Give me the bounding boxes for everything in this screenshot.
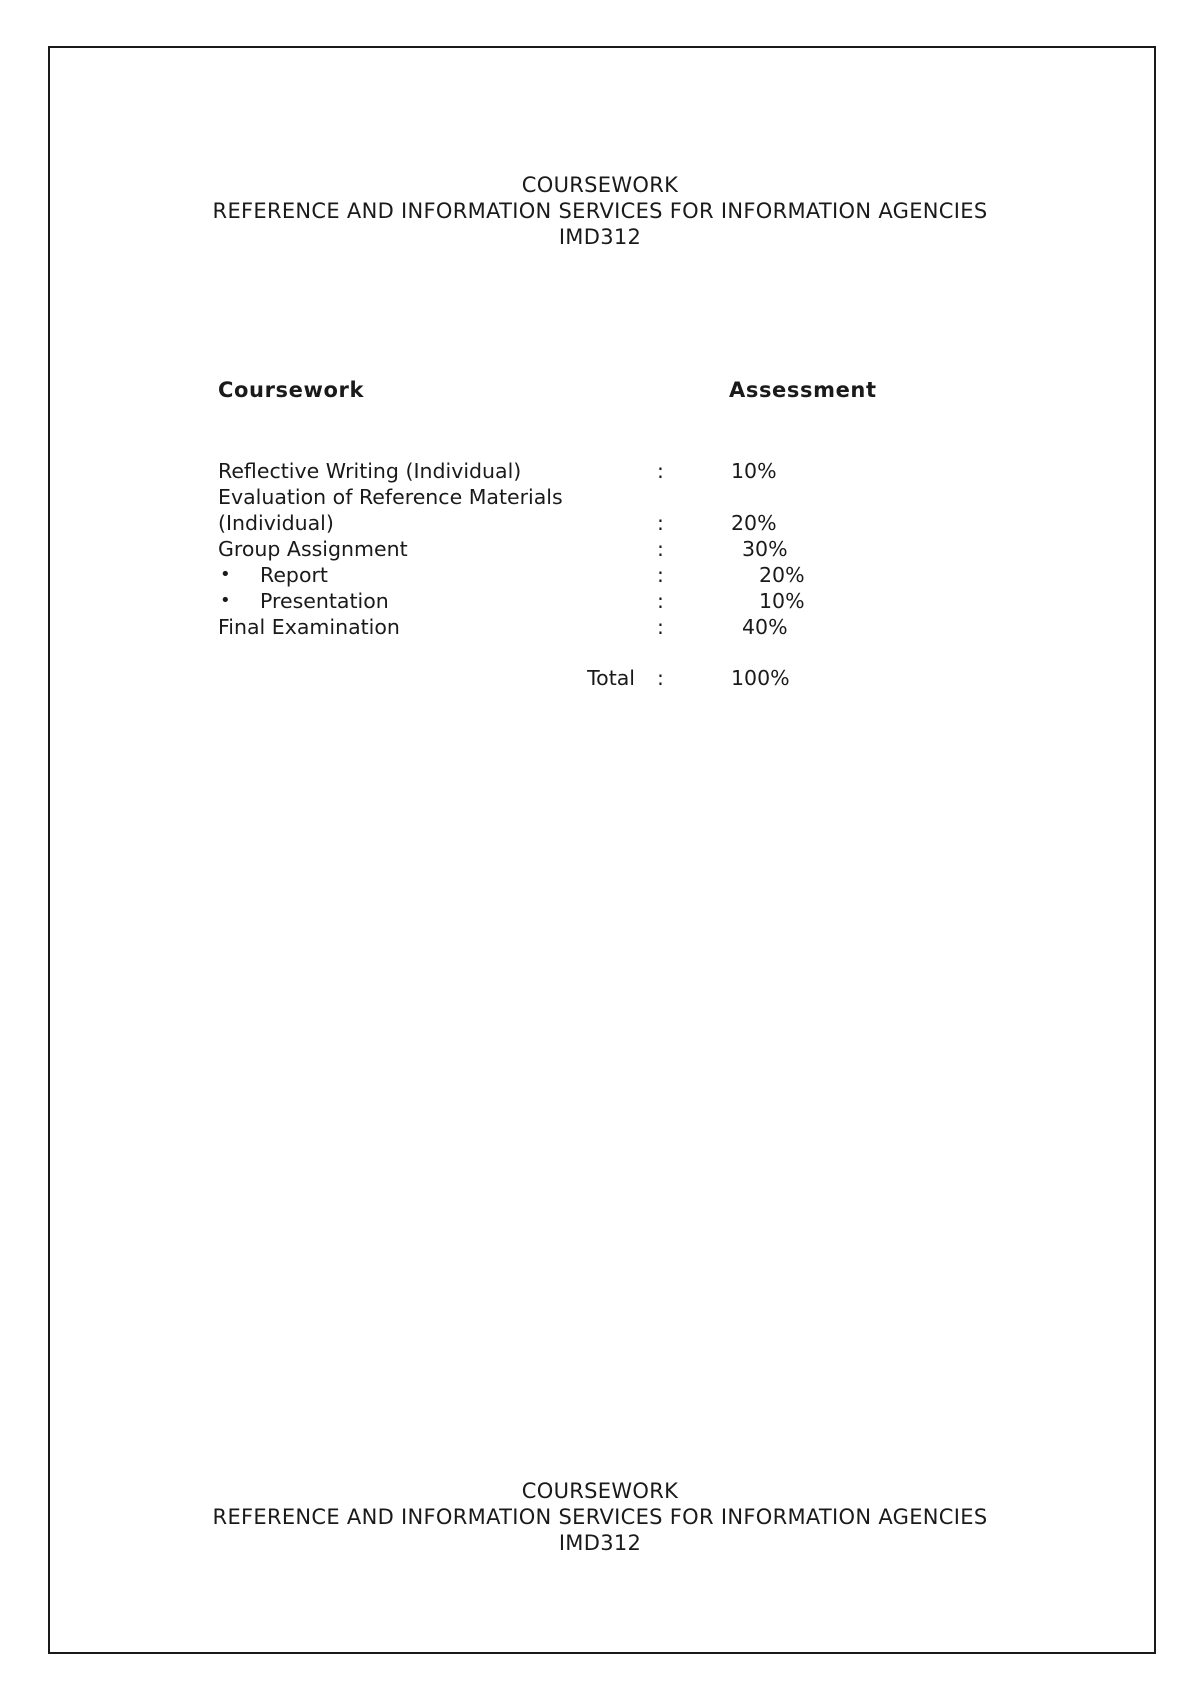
table-row — [0, 588, 1200, 614]
table-row — [0, 510, 1200, 536]
footer-coursework: COURSEWORK — [521, 1479, 679, 1503]
total-row — [0, 665, 1200, 691]
footer-course-code: IMD312 — [558, 1531, 642, 1555]
row-label: Final Examination — [218, 615, 400, 639]
row-separator: : — [657, 459, 664, 483]
footer-title — [0, 1478, 1200, 1556]
row-separator: : — [657, 666, 664, 690]
footer-course-name: REFERENCE AND INFORMATION SERVICES FOR INFORMATION AGENCIES — [212, 1505, 988, 1529]
row-label: (Individual) — [218, 511, 334, 535]
row-value: 20% — [731, 511, 777, 535]
title-course-code: IMD312 — [558, 225, 642, 249]
table-row — [0, 484, 1200, 510]
row-separator: : — [657, 589, 664, 613]
table-row — [0, 536, 1200, 562]
total-value: 100% — [731, 666, 790, 690]
row-value: 10% — [731, 459, 777, 483]
table-row — [0, 458, 1200, 484]
row-value: 40% — [742, 615, 788, 639]
row-separator: : — [657, 615, 664, 639]
bullet-icon: • — [220, 590, 231, 611]
table-row — [0, 614, 1200, 640]
row-label: Group Assignment — [218, 537, 408, 561]
row-value: 10% — [759, 589, 805, 613]
title-course-name: REFERENCE AND INFORMATION SERVICES FOR INFORMATION AGENCIES — [212, 199, 988, 223]
row-value: 20% — [759, 563, 805, 587]
row-value: 30% — [742, 537, 788, 561]
row-label: Presentation — [260, 589, 389, 613]
bullet-icon: • — [220, 564, 231, 585]
row-label: Reflective Writing (Individual) — [218, 459, 522, 483]
column-header-coursework: Coursework — [218, 378, 365, 402]
title-coursework: COURSEWORK — [521, 173, 679, 197]
total-label: Total — [587, 666, 635, 690]
row-separator: : — [657, 563, 664, 587]
row-separator: : — [657, 537, 664, 561]
row-label: Evaluation of Reference Materials — [218, 485, 563, 509]
page-border — [48, 46, 1156, 1654]
column-header-assessment: Assessment — [729, 378, 877, 402]
row-separator: : — [657, 511, 664, 535]
document-title — [0, 172, 1200, 250]
table-row — [0, 562, 1200, 588]
row-label: Report — [260, 563, 328, 587]
